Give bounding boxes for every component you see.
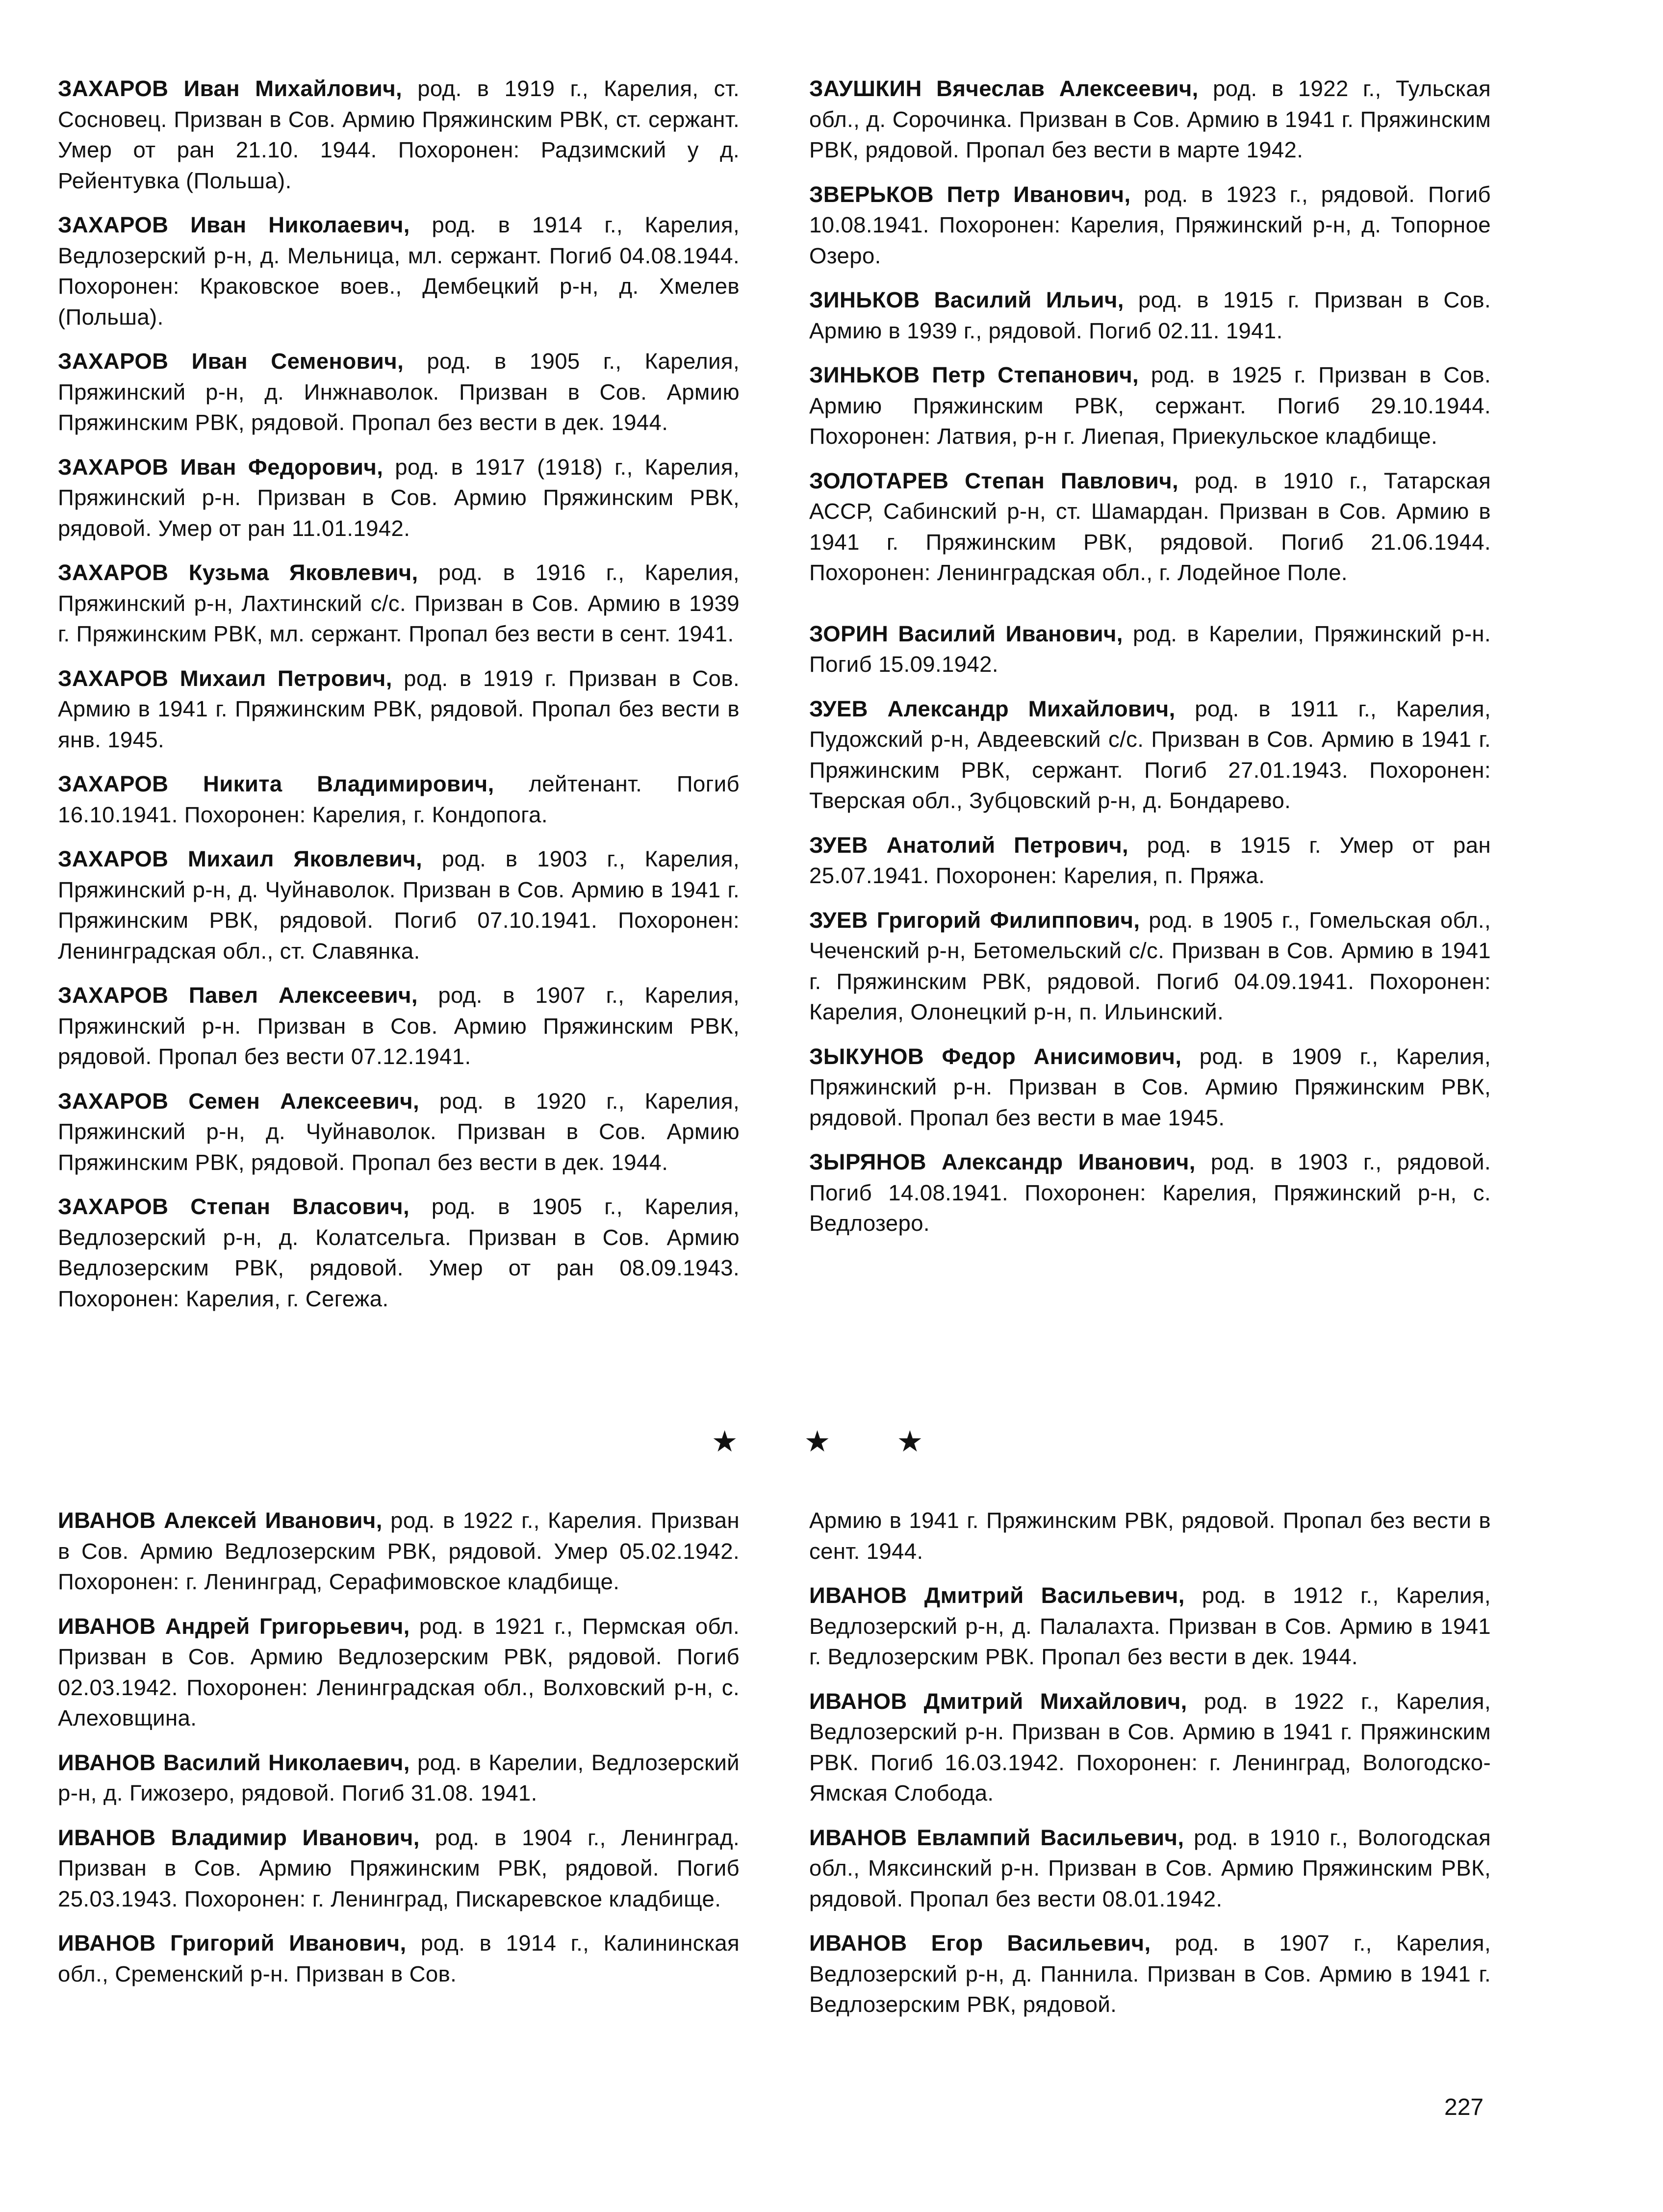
entry-name: ЗАХАРОВ Никита Владимирович,: [58, 771, 494, 796]
entry-text: род. в 1903 г., рядовой. Погиб 14.08.1941. Похоронен: Карелия, Пряжинский р-н, с. Ведлозеро.: [809, 1149, 1491, 1236]
entry-text: род. в 1915 г. Умер от ран 25.07.1941. Похоронен: Карелия, п. Пряжа.: [809, 832, 1491, 888]
entry: [809, 466, 1491, 588]
entry: [58, 74, 740, 196]
entry-name: ЗИНЬКОВ Петр Степанович,: [809, 362, 1139, 387]
entry-text: род. в 1905 г., Гомельская обл., Чеченский р-н, Бетомельский с/с. Призван в Сов. Армию в 1941 г. Пряжинским РВК, рядовой. Погиб 04.09.1941. Похоронен: Карелия, Олонецкий р-н, п. Ильинский.: [809, 907, 1491, 1024]
entry: [809, 694, 1491, 816]
entry: [58, 1748, 740, 1809]
column-bottom-left: [58, 1505, 740, 2003]
entry: [58, 1505, 740, 1598]
entry-text: род. в 1909 г., Карелия, Пряжинский р-н. Призван в Сов. Армию Пряжинским РВК, рядовой. Пропал без вести в мае 1945.: [809, 1043, 1491, 1130]
entry-name: ЗАХАРОВ Иван Федорович,: [58, 454, 384, 480]
entry: [58, 1928, 740, 1989]
entry-text: род. в 1919 г. Призван в Сов. Армию в 1941 г. Пряжинским РВК, рядовой. Пропал без вести в янв. 1945.: [58, 665, 740, 752]
entry: [58, 1823, 740, 1915]
column-bottom-right: [809, 1505, 1491, 2034]
entry: [58, 1611, 740, 1734]
entry-name: ИВАНОВ Владимир Иванович,: [58, 1825, 420, 1850]
entry: [58, 558, 740, 650]
entry: [809, 285, 1491, 346]
section-separator: ★ ★ ★: [711, 1424, 952, 1459]
entry-name: ЗУЕВ Александр Михайлович,: [809, 696, 1176, 721]
entry: [809, 1505, 1491, 1567]
entry-text: лейтенант. Погиб 16.10.1941. Похоронен: Карелия, г. Кондопога.: [58, 771, 740, 827]
entry-name: ЗИНЬКОВ Василий Ильич,: [809, 287, 1124, 312]
entry-text: род. в 1911 г., Карелия, Пудожский р-н, Авдеевский с/с. Призван в Сов. Армию в 1941 г. Пряжинским РВК, сержант. Погиб 27.01.1943. Похоронен: Тверская обл., Зубцовский р-н, д. Бондарево.: [809, 696, 1491, 813]
entry-name: ЗАХАРОВ Михаил Яковлевич,: [58, 846, 423, 871]
entry-text: Армию в 1941 г. Пряжинским РВК, рядовой. Пропал без вести в сент. 1944.: [809, 1508, 1491, 1564]
entry-name: ЗАХАРОВ Михаил Петрович,: [58, 665, 392, 691]
entry-text: род. в 1914 г., Карелия, Ведлозерский р-н, д. Мельница, мл. сержант. Погиб 04.08.1944. Похоронен: Краковское воев., Дембецкий р-н, д. Хмелев (Польша).: [58, 212, 740, 330]
entry: [809, 360, 1491, 452]
entry-name: ЗАХАРОВ Павел Алексеевич,: [58, 983, 418, 1008]
entry: [809, 1147, 1491, 1239]
entry: [809, 1928, 1491, 2020]
entry-text: род. в 1910 г., Вологодская обл., Мяксинский р-н. Призван в Сов. Армию Пряжинским РВК, рядовой. Пропал без вести 08.01.1942.: [809, 1825, 1491, 1911]
entry-text: род. в 1919 г., Карелия, ст. Сосновец. Призван в Сов. Армию Пряжинским РВК, ст. сержант. Умер от ран 21.10. 1944. Похоронен: Радзимский у д. Рейентувка (Польша).: [58, 76, 740, 193]
entry-text: род. в 1910 г., Татарская АССР, Сабинский р-н, ст. Шамардан. Призван в Сов. Армию в 1941 г. Пряжинским РВК, рядовой. Погиб 21.06.1944. Похоронен: Ленинградская обл., г. Лодейное Поле.: [809, 468, 1491, 585]
entry-name: ЗОЛОТАРЕВ Степан Павлович,: [809, 468, 1179, 493]
entry-name: ЗАХАРОВ Иван Николаевич,: [58, 212, 410, 237]
entry: [58, 210, 740, 332]
entry-text: род. в 1915 г. Призван в Сов. Армию в 1939 г., рядовой. Погиб 02.11. 1941.: [809, 287, 1491, 343]
entry-text: род. в 1923 г., рядовой. Погиб 10.08.1941. Похоронен: Карелия, Пряжинский р-н, д. Топорное Озеро.: [809, 181, 1491, 268]
entry: [809, 1823, 1491, 1915]
entry-name: ЗАХАРОВ Кузьма Яковлевич,: [58, 560, 418, 585]
entry: [809, 1042, 1491, 1134]
entry: [58, 769, 740, 830]
entry-text: род. в 1925 г. Призван в Сов. Армию Пряжинским РВК, сержант. Погиб 29.10.1944. Похоронен: Латвия, р-н г. Лиепая, Приекульское кладбище.: [809, 362, 1491, 449]
entry: [809, 179, 1491, 272]
entry-text: род. в 1922 г., Карелия. Призван в Сов. Армию Ведлозерским РВК, рядовой. Умер 05.02.1942. Похоронен: г. Ленинград, Серафимовское кладбище.: [58, 1508, 740, 1594]
entry-text: род. в 1907 г., Карелия, Ведлозерский р-н, д. Паннила. Призван в Сов. Армию в 1941 г. Ведлозерским РВК, рядовой.: [809, 1931, 1491, 2017]
entry-name: ЗОРИН Василий Иванович,: [809, 621, 1123, 646]
entry-text: род. в 1905 г., Карелия, Ведлозерский р-н, д. Колатсельга. Призван в Сов. Армию Ведлозерским РВК, рядовой. Умер от ран 08.09.1943. Похоронен: Карелия, г. Сегежа.: [58, 1194, 740, 1311]
entry-name: ИВАНОВ Алексей Иванович,: [58, 1508, 383, 1533]
entry-name: ИВАНОВ Евлампий Васильевич,: [809, 1825, 1184, 1850]
entry: [58, 663, 740, 756]
entry-name: ИВАНОВ Василий Николаевич,: [58, 1750, 410, 1775]
entry-name: ЗУЕВ Анатолий Петрович,: [809, 832, 1129, 858]
entry: [809, 905, 1491, 1028]
entry-text: род. в 1916 г., Карелия, Пряжинский р-н, Лахтинский с/с. Призван в Сов. Армию в 1939 г. Пряжинским РВК, мл. сержант. Пропал без вести в сент. 1941.: [58, 560, 740, 646]
page-number: 227: [1444, 2094, 1484, 2120]
entry: [809, 74, 1491, 166]
entry: [809, 619, 1491, 680]
entry-text: род. в 1917 (1918) г., Карелия, Пряжинский р-н. Призван в Сов. Армию Пряжинским РВК, рядовой. Умер от ран 11.01.1942.: [58, 454, 740, 541]
entry-name: ЗАХАРОВ Семен Алексеевич,: [58, 1088, 420, 1114]
entry-name: ЗУЕВ Григорий Филиппович,: [809, 907, 1140, 933]
entry: [58, 452, 740, 544]
entry-name: ЗАХАРОВ Иван Семенович,: [58, 349, 404, 374]
entry: [58, 980, 740, 1072]
entry-text: род. в 1912 г., Карелия, Ведлозерский р-н, д. Палалахта. Призван в Сов. Армию в 1941 г. Ведлозерским РВК. Пропал без вести в дек. 1944.: [809, 1583, 1491, 1669]
entry-name: ЗАХАРОВ Иван Михайлович,: [58, 76, 403, 101]
entry-text: род. в 1922 г., Карелия, Ведлозерский р-н. Призван в Сов. Армию в 1941 г. Пряжинским РВК. Погиб 16.03.1942. Похоронен: г. Ленинград, Вологодско-Ямская Слобода.: [809, 1688, 1491, 1805]
entry-name: ЗВЕРЬКОВ Петр Иванович,: [809, 181, 1131, 207]
entry-name: ИВАНОВ Дмитрий Васильевич,: [809, 1583, 1185, 1608]
entry-name: ИВАНОВ Андрей Григорьевич,: [58, 1613, 410, 1639]
entry-text: род. в 1907 г., Карелия, Пряжинский р-н. Призван в Сов. Армию Пряжинским РВК, рядовой. Пропал без вести 07.12.1941.: [58, 983, 740, 1069]
column-top-left: [58, 74, 740, 1328]
entry-text: род. в 1905 г., Карелия, Пряжинский р-н, д. Инжнаволок. Призван в Сов. Армию Пряжинским РВК, рядовой. Пропал без вести в дек. 1944.: [58, 349, 740, 435]
entry-text: род. в 1921 г., Пермская обл. Призван в Сов. Армию Ведлозерским РВК, рядовой. Погиб 02.03.1942. Похоронен: Ленинградская обл., Волховский р-н, с. Алеховщина.: [58, 1613, 740, 1730]
entry: [58, 1086, 740, 1178]
entry-text: род. в 1922 г., Тульская обл., д. Сорочинка. Призван в Сов. Армию в 1941 г. Пряжинским РВК, рядовой. Пропал без вести в марте 1942.: [809, 76, 1491, 162]
entry-name: ИВАНОВ Григорий Иванович,: [58, 1931, 407, 1956]
entry-name: ЗЫРЯНОВ Александр Иванович,: [809, 1149, 1196, 1174]
entry: [809, 1686, 1491, 1809]
column-top-right: [809, 74, 1491, 1253]
entry-text: род. в Карелии, Ведлозерский р-н, д. Гижозеро, рядовой. Погиб 31.08. 1941.: [58, 1750, 740, 1805]
entry: [809, 1580, 1491, 1673]
entry-name: ИВАНОВ Дмитрий Михайлович,: [809, 1688, 1187, 1714]
entry-name: ИВАНОВ Егор Васильевич,: [809, 1931, 1151, 1956]
entry: [58, 346, 740, 438]
entry-name: ЗАУШКИН Вячеслав Алексеевич,: [809, 76, 1199, 101]
entry-text: род. в 1904 г., Ленинград. Призван в Сов. Армию Пряжинским РВК, рядовой. Погиб 25.03.1943. Похоронен: г. Ленинград, Пискаревское кладбище.: [58, 1825, 740, 1911]
entry-name: ЗЫКУНОВ Федор Анисимович,: [809, 1043, 1182, 1069]
entry: [809, 830, 1491, 891]
entry-name: ЗАХАРОВ Степан Власович,: [58, 1194, 409, 1219]
entry-text: род. в Карелии, Пряжинский р-н. Погиб 15.09.1942.: [809, 621, 1491, 677]
entry: [58, 1192, 740, 1314]
entry: [58, 844, 740, 966]
entry-text: род. в 1914 г., Калининская обл., Сременский р-н. Призван в Сов.: [58, 1931, 740, 1986]
entry-text: род. в 1903 г., Карелия, Пряжинский р-н, д. Чуйнаволок. Призван в Сов. Армию в 1941 г. Пряжинским РВК, рядовой. Погиб 07.10.1941. Похоронен: Ленинградская обл., ст. Славянка.: [58, 846, 740, 964]
entry-text: род. в 1920 г., Карелия, Пряжинский р-н, д. Чуйнаволок. Призван в Сов. Армию Пряжинским РВК, рядовой. Пропал без вести в дек. 1944.: [58, 1088, 740, 1175]
